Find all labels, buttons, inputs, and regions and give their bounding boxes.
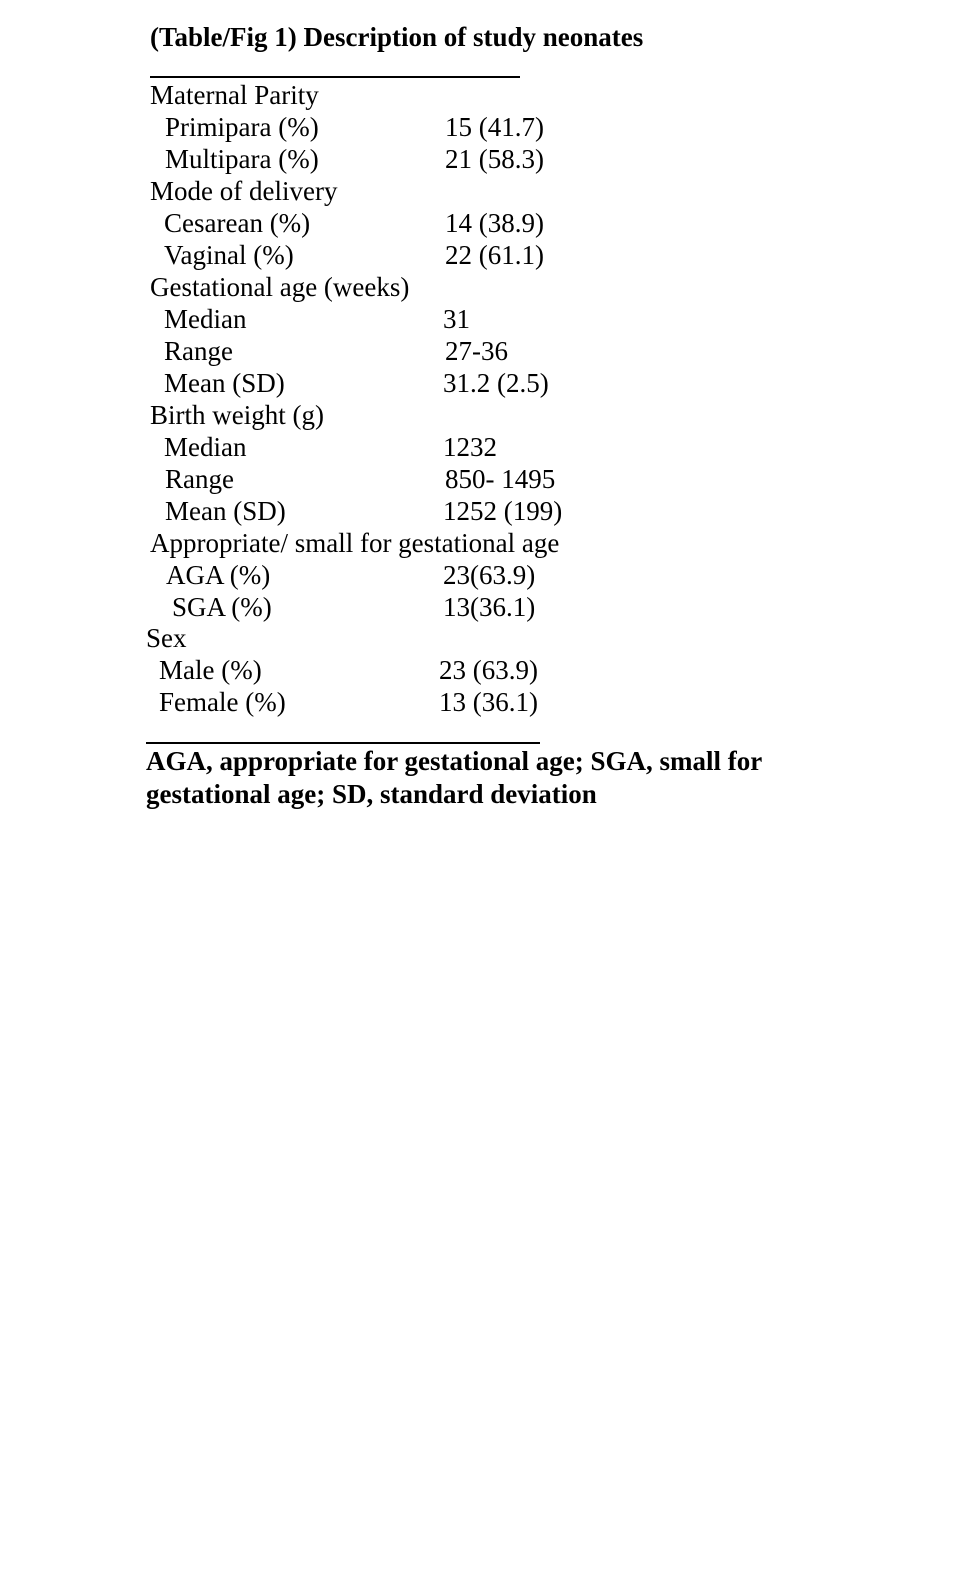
row-label: Appropriate/ small for gestational age bbox=[150, 528, 560, 558]
row-value: 22 (61.1) bbox=[445, 240, 544, 270]
table-row-ga-mean bbox=[0, 367, 962, 399]
row-label: Mode of delivery bbox=[150, 176, 338, 206]
row-label: Sex bbox=[146, 623, 187, 653]
table-row-birth-weight bbox=[0, 399, 962, 431]
table-row-ga-median bbox=[0, 303, 962, 335]
row-label: Female (%) bbox=[159, 687, 286, 717]
row-value: 23 (63.9) bbox=[439, 655, 538, 685]
table-title: (Table/Fig 1) Description of study neonates bbox=[150, 22, 644, 52]
table-row-multipara bbox=[0, 143, 962, 175]
table-row-male bbox=[0, 654, 962, 686]
table-footnote: AGA, appropriate for gestational age; SGA, small for gestational age; SD, standard deviation bbox=[146, 746, 762, 809]
row-value: 15 (41.7) bbox=[445, 112, 544, 142]
table-row-gestational-age bbox=[0, 271, 962, 303]
row-label: Multipara (%) bbox=[165, 144, 319, 174]
table-row-mode-of-delivery bbox=[0, 175, 962, 207]
row-value: 23(63.9) bbox=[443, 560, 536, 590]
table-row-bw-mean bbox=[0, 495, 962, 527]
table-row-female bbox=[0, 686, 962, 718]
table-row-sex bbox=[0, 622, 962, 654]
row-label: Median bbox=[164, 432, 247, 462]
row-label: Vaginal (%) bbox=[164, 240, 294, 270]
top-rule bbox=[150, 76, 520, 78]
row-label: Range bbox=[165, 464, 234, 494]
row-value: 27-36 bbox=[445, 336, 508, 366]
table-row-vaginal bbox=[0, 239, 962, 271]
row-value: 14 (38.9) bbox=[445, 208, 544, 238]
table-row-maternal-parity bbox=[0, 79, 962, 111]
table-row-bw-median bbox=[0, 431, 962, 463]
row-label: Mean (SD) bbox=[164, 368, 285, 398]
row-label: Range bbox=[164, 336, 233, 366]
row-label: Median bbox=[164, 304, 247, 334]
row-value: 1252 (199) bbox=[443, 496, 563, 526]
row-value: 21 (58.3) bbox=[445, 144, 544, 174]
table-row-primipara bbox=[0, 111, 962, 143]
row-label: Male (%) bbox=[159, 655, 262, 685]
row-label: SGA (%) bbox=[172, 592, 272, 622]
row-label: Birth weight (g) bbox=[150, 400, 324, 430]
row-value: 850- 1495 bbox=[445, 464, 556, 494]
row-value: 31 bbox=[443, 304, 470, 334]
row-value: 13(36.1) bbox=[443, 592, 536, 622]
row-label: Maternal Parity bbox=[150, 80, 319, 110]
row-value: 31.2 (2.5) bbox=[443, 368, 549, 398]
row-label: Gestational age (weeks) bbox=[150, 272, 410, 302]
bottom-rule bbox=[146, 742, 540, 744]
row-label: Primipara (%) bbox=[165, 112, 319, 142]
row-label: Cesarean (%) bbox=[164, 208, 311, 238]
table-row-cesarean bbox=[0, 207, 962, 239]
row-value: 1232 bbox=[443, 432, 497, 462]
table-row-sga bbox=[0, 591, 962, 623]
row-label: Mean (SD) bbox=[165, 496, 286, 526]
table-row-bw-range bbox=[0, 463, 962, 495]
row-label: AGA (%) bbox=[166, 560, 271, 590]
table-row-aga-sga bbox=[0, 527, 962, 559]
table-row-aga bbox=[0, 559, 962, 591]
table-row-ga-range bbox=[0, 335, 962, 367]
row-value: 13 (36.1) bbox=[439, 687, 538, 717]
